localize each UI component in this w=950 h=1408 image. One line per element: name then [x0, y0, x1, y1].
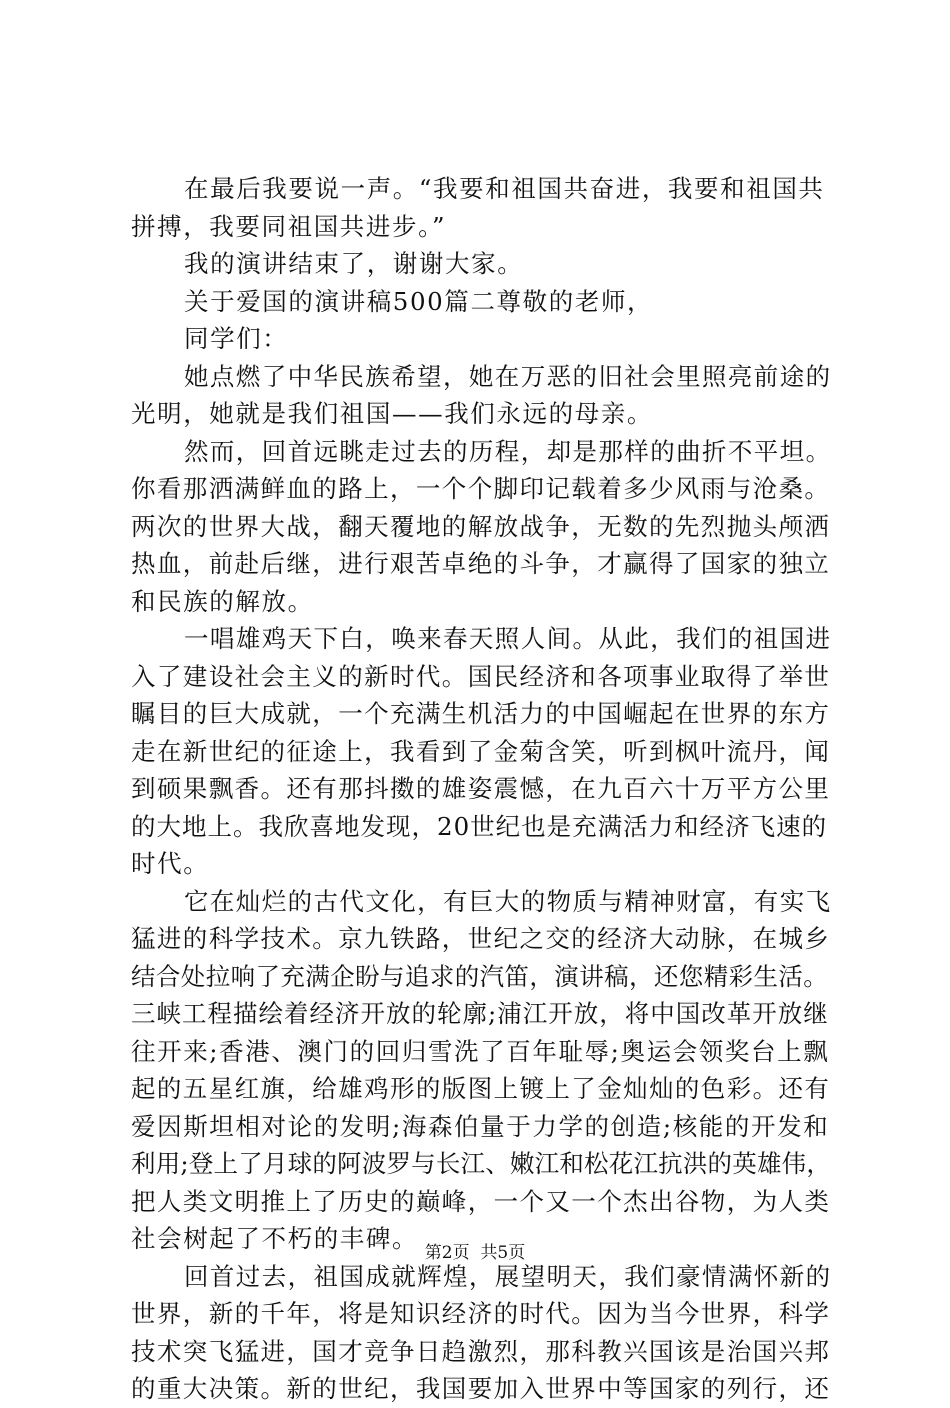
text-line: 然而，回首远眺走过去的历程，却是那样的曲折不平坦。 — [184, 436, 832, 466]
text-line: 结合处拉响了充满企盼与追求的汽笛，演讲稿，还您精彩生活。 — [131, 961, 829, 991]
text-line: 你看那洒满鲜血的路上，一个个脚印记载着多少风雨与沧桑。 — [131, 474, 831, 503]
text-line: 热血，前赴后继，进行艰苦卓绝的斗争，才赢得了国家的独立 — [131, 549, 831, 578]
text-line: 它在灿烂的古代文化，有巨大的物质与精神财富，有实飞 — [184, 886, 832, 916]
text-line: 三峡工程描绘着经济开放的轮廓;浦江开放，将中国改革开放继 — [131, 999, 829, 1028]
text-line: 两次的世界大战，翻天覆地的解放战争，无数的先烈抛头颅洒 — [131, 511, 831, 541]
text-line: 社会树起了不朽的丰碑。 — [131, 1224, 419, 1253]
text-line: 猛进的科学技术。京九铁路，世纪之交的经济大动脉，在城乡 — [131, 924, 831, 953]
text-line: 把人类文明推上了历史的巅峰，一个又一个杰出谷物，为人类 — [131, 1186, 831, 1216]
text-line: 一唱雄鸡天下白，唤来春天照人间。从此，我们的祖国进 — [184, 624, 832, 653]
text-line: 起的五星红旗，给雄鸡形的版图上镀上了金灿灿的色彩。还有 — [131, 1074, 831, 1103]
text-line: 利用;登上了月球的阿波罗与长江、嫩江和松花江抗洪的英雄伟， — [131, 1149, 832, 1178]
text-line: 和民族的解放。 — [131, 586, 314, 616]
text-line: 爱因斯坦相对论的发明;海森伯量于力学的创造;核能的开发和 — [131, 1111, 830, 1141]
text-line: 世界，新的千年，将是知识经济的时代。因为当今世界，科学 — [131, 1299, 831, 1328]
page-number-label: 第2页 共5页 — [424, 1243, 526, 1263]
text-line: 在最后我要说一声。“我要和祖国共奋进，我要和祖国共 — [184, 174, 825, 203]
text-line: 入了建设社会主义的新时代。国民经济和各项事业取得了举世 — [131, 661, 831, 691]
text-line: 我的演讲结束了，谢谢大家。 — [184, 249, 524, 278]
text-line: 技术突飞猛进，国才竞争日趋激烈，那科教兴国该是治国兴邦 — [131, 1336, 831, 1366]
text-line: 的大地上。我欣喜地发现，20世纪也是充满活力和经济飞速的 — [131, 811, 828, 841]
page-footer — [0, 1240, 950, 1266]
document-body — [131, 170, 831, 1408]
text-line: 回首过去，祖国成就辉煌，展望明天，我们豪情满怀新的 — [184, 1261, 832, 1291]
text-line: 她点燃了中华民族希望，她在万恶的旧社会里照亮前途的 — [184, 361, 832, 391]
text-line: 拼搏，我要同祖国共进步。” — [131, 211, 447, 241]
text-line: 关于爱国的演讲稿500篇二尊敬的老师， — [184, 286, 654, 316]
text-line: 的重大决策。新的世纪，我国要加入世界中等国家的列行，还 — [131, 1374, 831, 1403]
text-line: 走在新世纪的征途上，我看到了金菊含笑，听到枫叶流丹，闻 — [131, 736, 831, 766]
text-line: 时代。 — [131, 849, 210, 878]
text-line: 同学们： — [184, 324, 289, 353]
text-line: 光明，她就是我们祖国——我们永远的母亲。 — [131, 399, 653, 428]
text-line: 往开来;香港、澳门的回归雪洗了百年耻辱;奥运会领奖台上飘 — [131, 1036, 830, 1066]
text-line: 到硕果飘香。还有那抖擞的雄姿震憾，在九百六十万平方公里 — [131, 774, 831, 803]
text-line: 瞩目的巨大成就，一个充满生机活力的中国崛起在世界的东方 — [131, 699, 831, 728]
